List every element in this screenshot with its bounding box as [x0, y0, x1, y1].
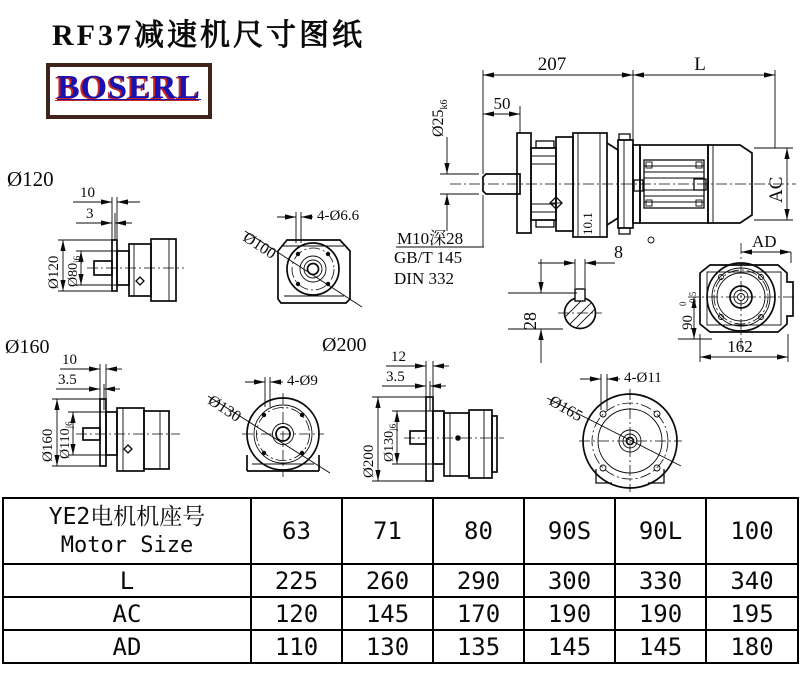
f200-outer-label: Ø200: [361, 444, 377, 478]
row-label-L: L: [3, 564, 251, 597]
dim-AC-label: AC: [766, 176, 787, 203]
f200-dim35-label: 3.5: [386, 369, 405, 385]
f120-spigot-label: $Ø80_{j6}$: [66, 255, 82, 287]
drawing-ad-view: [678, 232, 797, 362]
boserl-logo-text: BOSERL: [57, 69, 201, 106]
f165-bolt-circle-label: Ø165: [546, 392, 586, 426]
motor-size-100: 100: [706, 498, 798, 564]
f160-dim10-label: 10: [62, 352, 77, 368]
motor-size-80: 80: [433, 498, 524, 564]
AD-value: 180: [706, 630, 798, 663]
drawing-front130: [205, 334, 367, 477]
table-row-AC: [3, 597, 798, 630]
dim-101-label: 10.1: [580, 212, 595, 235]
AD-value: 145: [524, 630, 615, 663]
motor-size-71: 71: [342, 498, 433, 564]
AD-value: 130: [342, 630, 433, 663]
page-title: RF37减速机尺寸图纸: [52, 19, 365, 52]
f160-dim35-label: 3.5: [58, 372, 77, 388]
dim-8-label: 8: [614, 242, 623, 262]
L-value: 340: [706, 564, 798, 597]
keyway: [575, 289, 585, 301]
thread-note-label: M10深28: [397, 229, 464, 248]
f100-holes-label: 4-Ø6.6: [317, 208, 360, 224]
L-value: 225: [251, 564, 342, 597]
AC-value: 190: [524, 597, 615, 630]
flange160-title: Ø160: [5, 336, 50, 358]
AD-value: 145: [615, 630, 706, 663]
drawing-flange120: [7, 167, 184, 301]
AD-value: 110: [251, 630, 342, 663]
f200-spigot-label: $Ø130_{j6}$: [382, 423, 398, 462]
motor-size-header-en: Motor Size: [60, 533, 194, 558]
L-value: 260: [342, 564, 433, 597]
dimension-table: [2, 497, 799, 664]
drawing-front165: [546, 370, 682, 492]
drawing-flange160: [5, 336, 180, 471]
motor-body: [633, 145, 708, 243]
motor-size-90L: 90L: [615, 498, 706, 564]
f200-dim12-label: 12: [391, 349, 406, 365]
f130-holes-label: 4-Ø9: [287, 373, 318, 389]
flange120-title: Ø120: [7, 167, 54, 191]
AC-value: 190: [615, 597, 706, 630]
f165-holes-label: 4-Ø11: [624, 370, 662, 386]
AD-value: 135: [433, 630, 524, 663]
gbt-standard-label: GB/T 145: [394, 248, 463, 267]
f160-outer-label: Ø160: [40, 428, 56, 462]
dim-207-label: 207: [537, 54, 567, 75]
L-value: 330: [615, 564, 706, 597]
dim-90-tol-upper: 0: [678, 301, 688, 306]
table-header-row: [3, 498, 798, 564]
dim-L-label: L: [694, 54, 706, 75]
dim-28-label: 28: [520, 312, 540, 330]
f130-bolt-circle-label: Ø130: [204, 392, 244, 426]
motor-size-90S: 90S: [524, 498, 615, 564]
dim-162-label: 162: [727, 337, 753, 356]
motor-size-header-cn: YE2电机机座号: [48, 504, 206, 530]
L-value: 300: [524, 564, 615, 597]
f160-spigot-label: $Ø110_{j6}$: [58, 421, 74, 459]
dim-90-label: 90: [680, 315, 696, 330]
gearbox-body: [517, 133, 618, 237]
row-label-AC: AC: [3, 597, 251, 630]
thread-notes: [394, 195, 484, 288]
AC-value: 145: [342, 597, 433, 630]
f120-dim3-label: 3: [86, 206, 94, 222]
f100-bolt-circle-label: Ø100: [239, 229, 279, 263]
drawing-canvas: [0, 40, 800, 497]
table-row-AD: [3, 630, 798, 663]
dim-90-tol-lower: -0.5: [688, 291, 698, 306]
flange200-title: Ø200: [322, 334, 367, 356]
row-label-AD: AD: [3, 630, 251, 663]
drawing-main-view: [430, 54, 796, 243]
L-value: 290: [433, 564, 524, 597]
AC-value: 170: [433, 597, 524, 630]
motor-size-header-cell: [3, 498, 251, 564]
AC-value: 195: [706, 597, 798, 630]
AC-value: 120: [251, 597, 342, 630]
f120-dim10-label: 10: [80, 185, 95, 201]
drawing-front100: [240, 208, 362, 307]
din-standard-label: DIN 332: [394, 269, 454, 288]
table-row-L: [3, 564, 798, 597]
f120-outer-label: Ø120: [46, 255, 62, 289]
dim-AD-label: AD: [752, 232, 777, 251]
shaft-key-section: [508, 242, 623, 363]
motor-size-63: 63: [251, 498, 342, 564]
drawing-flange200: [361, 349, 504, 481]
shaft-diameter-label: $Ø25_{k6}$: [430, 99, 450, 137]
dim-50-label: 50: [493, 94, 511, 113]
